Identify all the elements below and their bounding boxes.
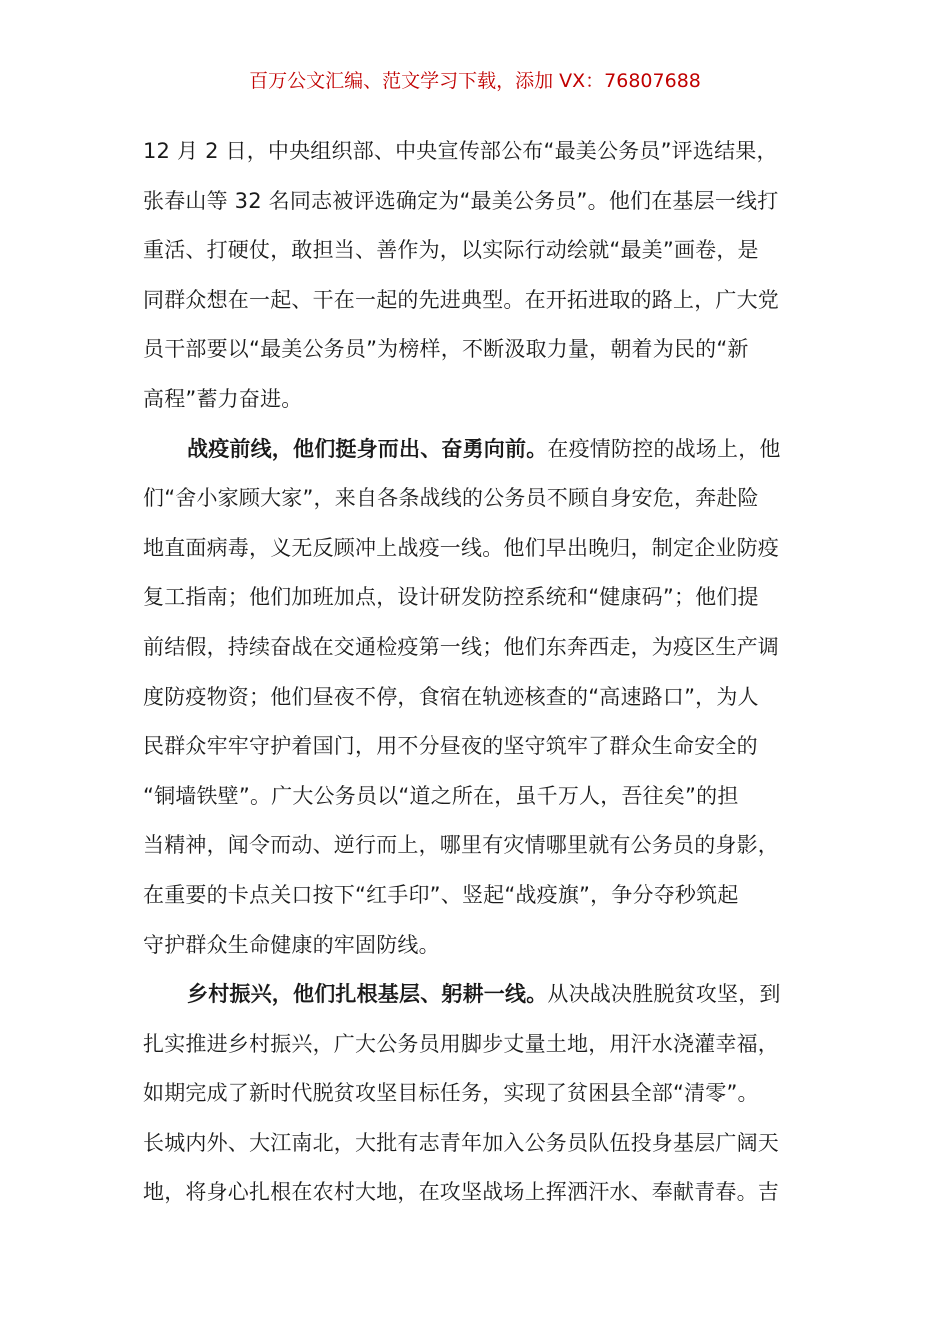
document-body [143, 127, 811, 1218]
text-line: 如期完成了新时代脱贫攻坚目标任务，实现了贫困县全部“清零”。 [143, 1081, 759, 1106]
text-line: 们“舍小家顾大家”，来自各条战线的公务员不顾自身安危，奔赴险 [143, 486, 759, 511]
text-line: 当精神，闻令而动、逆行而上，哪里有灾情哪里就有公务员的身影， [143, 833, 779, 858]
text-line: 在重要的卡点关口按下“红手印”、竖起“战疫旗”，争分夺秒筑起 [143, 882, 739, 907]
paragraph-lead-rest: 从决战决胜脱贫攻坚，到 [547, 982, 781, 1007]
paragraph-rural [143, 970, 811, 1218]
text-line: 复工指南；他们加班加点，设计研发防控系统和“健康码”；他们提 [143, 585, 759, 610]
paragraph-epidemic [143, 425, 811, 971]
text-line-first [143, 425, 811, 475]
text-line: 地直面病毒，义无反顾冲上战疫一线。他们早出晚归，制定企业防疫 [143, 535, 779, 560]
text-line: 12 月 2 日，中央组织部、中央宣传部公布“最美公务员”评选结果， [143, 139, 778, 163]
text-line: 同群众想在一起、干在一起的先进典型。在开拓进取的路上，广大党 [143, 287, 779, 312]
text-line: 度防疫物资；他们昼夜不停，食宿在轨迹核查的“高速路口”，为人 [143, 684, 759, 709]
text-line: 前结假，持续奋战在交通检疫第一线；他们东奔西走，为疫区生产调 [143, 634, 779, 659]
text-line-first [143, 970, 811, 1020]
text-line: 高程”蓄力奋进。 [143, 386, 303, 411]
text-line: “铜墙铁壁”。广大公务员以“道之所在，虽千万人，吾往矣”的担 [143, 783, 739, 808]
paragraph-lead: 乡村振兴，他们扎根基层、躬耕一线。 [187, 982, 548, 1007]
text-line: 守护群众生命健康的牢固防线。 [143, 932, 440, 957]
paragraph-intro [143, 127, 811, 425]
text-line: 长城内外、大江南北，大批有志青年加入公务员队伍投身基层广阔天 [143, 1130, 779, 1155]
paragraph-lead-rest: 在疫情防控的战场上，他 [547, 436, 781, 461]
text-line: 重活、打硬仗，敢担当、善作为，以实际行动绘就“最美”画卷，是 [143, 238, 759, 263]
text-line: 地，将身心扎根在农村大地，在攻坚战场上挥洒汗水、奉献青春。吉 [143, 1180, 779, 1205]
text-line: 张春山等 32 名同志被评选确定为“最美公务员”。他们在基层一线打 [143, 188, 779, 213]
text-line: 民群众牢牢守护着国门，用不分昼夜的坚守筑牢了群众生命安全的 [143, 734, 758, 759]
text-line: 扎实推进乡村振兴，广大公务员用脚步丈量土地，用汗水浇灌幸福， [143, 1031, 779, 1056]
header-note: 百万公文汇编、范文学习下载，添加 VX：76807688 [249, 70, 701, 92]
paragraph-lead: 战疫前线，他们挺身而出、奋勇向前。 [187, 436, 548, 461]
text-line: 员干部要以“最美公务员”为榜样，不断汲取力量，朝着为民的“新 [143, 337, 749, 362]
